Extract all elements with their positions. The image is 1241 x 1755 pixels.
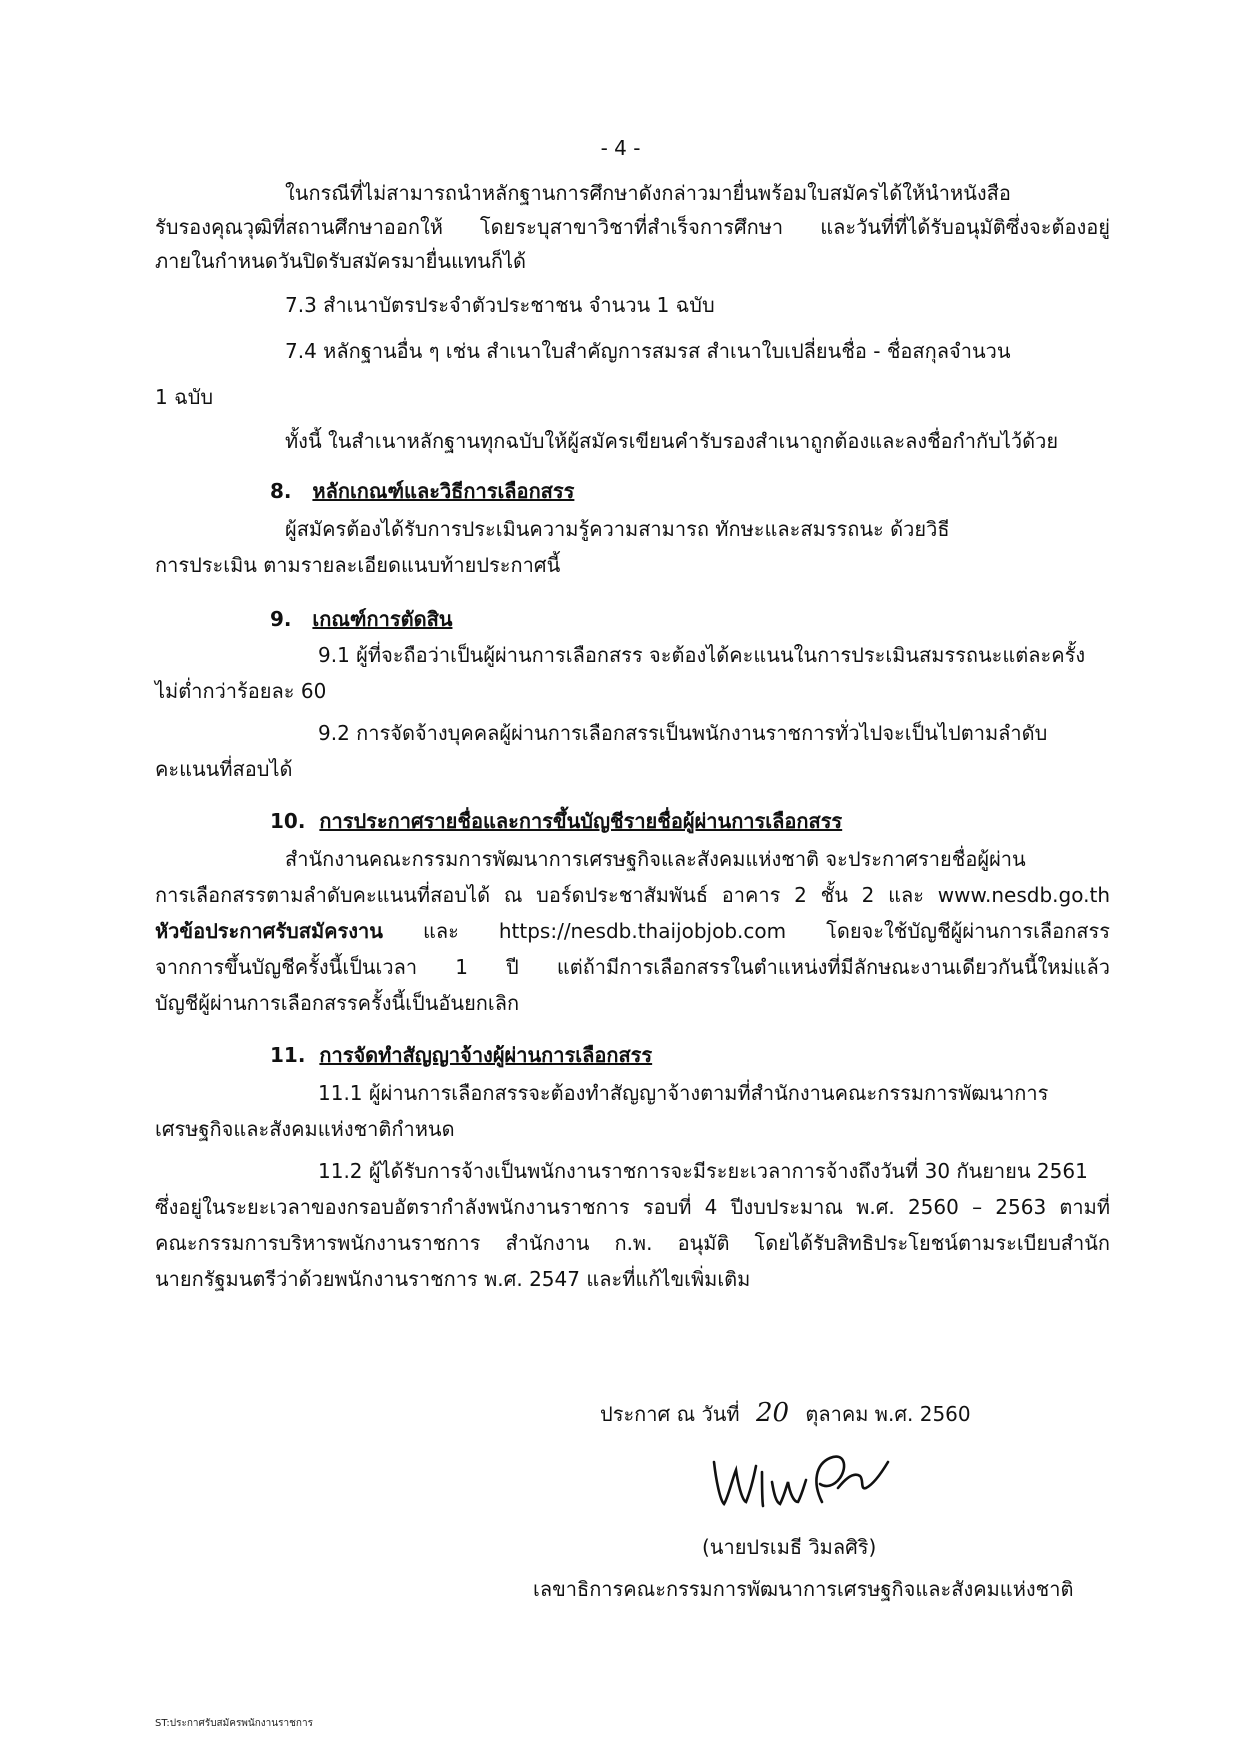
section-11-number: 11. bbox=[270, 1043, 306, 1067]
evidence-para-line-2: รับรองคุณวุฒิที่สถานศึกษาออกให้ โดยระบุสาขาวิชาที่สำเร็จการศึกษา และวันที่ที่ได้รับอนุมัติซึ่งจะต้องอยู่ bbox=[155, 215, 1110, 239]
section-10-line-4: จากการขึ้นบัญชีครั้งนี้เป็นเวลา 1 ปี แต่ถ้ามีการเลือกสรรในตำแหน่งที่มีลักษณะงานเดียวกันนี้ใหม่แล้ว bbox=[155, 955, 1110, 979]
section-9-title: เกณฑ์การตัดสิน bbox=[312, 607, 453, 631]
section-10-bold-text: หัวข้อประกาศรับสมัครงาน bbox=[155, 919, 383, 943]
signature-image bbox=[700, 1442, 900, 1514]
item-7-4-line-2: 1 ฉบับ bbox=[155, 385, 214, 409]
item-11-1-line-2: เศรษฐกิจและสังคมแห่งชาติกำหนด bbox=[155, 1117, 455, 1141]
evidence-para-line-1: ในกรณีที่ไม่สามารถนำหลักฐานการศึกษาดังกล่าวมายื่นพร้อมใบสมัครได้ให้นำหนังสือ bbox=[285, 181, 1011, 205]
item-7-4-line-1: 7.4 หลักฐานอื่น ๆ เช่น สำเนาใบสำคัญการสมรส สำเนาใบเปลี่ยนชื่อ - ชื่อสกุลจำนวน bbox=[285, 339, 1011, 363]
section-8-heading bbox=[270, 476, 574, 506]
section-10-heading bbox=[270, 806, 842, 836]
announce-suffix: ตุลาคม พ.ศ. 2560 bbox=[805, 1402, 971, 1426]
section-8-line-2: การประเมิน ตามรายละเอียดแนบท้ายประกาศนี้ bbox=[155, 553, 561, 577]
item-9-1-line-2: ไม่ต่ำกว่าร้อยละ 60 bbox=[155, 679, 327, 703]
item-7-3: 7.3 สำเนาบัตรประจำตัวประชาชน จำนวน 1 ฉบับ bbox=[285, 293, 715, 317]
section-11-title: การจัดทำสัญญาจ้างผู้ผ่านการเลือกสรร bbox=[319, 1043, 653, 1067]
announce-day: 20 bbox=[755, 1398, 790, 1428]
section-10-line-2: การเลือกสรรตามลำดับคะแนนที่สอบได้ ณ บอร์ดประชาสัมพันธ์ อาคาร 2 ชั้น 2 และ www.nesdb.go.th bbox=[155, 883, 1110, 907]
section-10-line-1: สำนักงานคณะกรรมการพัฒนาการเศรษฐกิจและสังคมแห่งชาติ จะประกาศรายชื่อผู้ผ่าน bbox=[285, 847, 1026, 871]
evidence-para-line-3: ภายในกำหนดวันปิดรับสมัครมายื่นแทนก็ได้ bbox=[155, 249, 526, 273]
section-10-line-3-rest: และ https://nesdb.thaijobjob.com โดยจะใช้บัญชีผู้ผ่านการเลือกสรร bbox=[382, 919, 1110, 943]
item-9-2-line-2: คะแนนที่สอบได้ bbox=[155, 757, 293, 781]
section-8-number: 8. bbox=[270, 479, 292, 503]
page-number: - 4 - bbox=[600, 136, 641, 160]
certify-note: ทั้งนี้ ในสำเนาหลักฐานทุกฉบับให้ผู้สมัครเขียนคำรับรองสำเนาถูกต้องและลงชื่อกำกับไว้ด้วย bbox=[285, 429, 1059, 453]
section-8-line-1: ผู้สมัครต้องได้รับการประเมินความรู้ความสามารถ ทักษะและสมรรถนะ ด้วยวิธี bbox=[285, 517, 950, 541]
announce-date bbox=[600, 1398, 971, 1429]
section-10-number: 10. bbox=[270, 809, 306, 833]
announce-prefix: ประกาศ ณ วันที่ bbox=[600, 1402, 740, 1426]
footer-file-label: ST:ประกาศรับสมัครพนักงานราชการ bbox=[155, 1718, 313, 1729]
section-8-title: หลักเกณฑ์และวิธีการเลือกสรร bbox=[312, 479, 575, 503]
item-9-2-line-1: 9.2 การจัดจ้างบุคคลผู้ผ่านการเลือกสรรเป็นพนักงานราชการทั่วไปจะเป็นไปตามลำดับ bbox=[318, 721, 1048, 745]
section-9-number: 9. bbox=[270, 607, 292, 631]
section-10-title: การประกาศรายชื่อและการขึ้นบัญชีรายชื่อผู้ผ่านการเลือกสรร bbox=[319, 809, 843, 833]
section-11-heading bbox=[270, 1040, 652, 1070]
item-11-2-line-4: นายกรัฐมนตรีว่าด้วยพนักงานราชการ พ.ศ. 2547 และที่แก้ไขเพิ่มเติม bbox=[155, 1267, 751, 1291]
item-11-1-line-1: 11.1 ผู้ผ่านการเลือกสรรจะต้องทำสัญญาจ้างตามที่สำนักงานคณะกรรมการพัฒนาการ bbox=[318, 1081, 1049, 1105]
section-10-line-5: บัญชีผู้ผ่านการเลือกสรรครั้งนี้เป็นอันยกเลิก bbox=[155, 991, 520, 1015]
item-11-2-line-3: คณะกรรมการบริหารพนักงานราชการ สำนักงาน ก.พ. อนุมัติ โดยได้รับสิทธิประโยชน์ตามระเบียบสำนัก bbox=[155, 1231, 1110, 1255]
item-11-2-line-2: ซึ่งอยู่ในระยะเวลาของกรอบอัตรากำลังพนักงานราชการ รอบที่ 4 ปีงบประมาณ พ.ศ. 2560 – 2563 ตามที่ bbox=[155, 1195, 1110, 1219]
section-10-line-3 bbox=[155, 916, 1110, 946]
section-9-heading bbox=[270, 604, 452, 634]
item-11-2-line-1: 11.2 ผู้ได้รับการจ้างเป็นพนักงานราชการจะมีระยะเวลาการจ้างถึงวันที่ 30 กันยายน 2561 bbox=[318, 1159, 1088, 1183]
item-9-1-line-1: 9.1 ผู้ที่จะถือว่าเป็นผู้ผ่านการเลือกสรร จะต้องได้คะแนนในการประเมินสมรรถนะแต่ละครั้ง bbox=[318, 643, 1086, 667]
signer-title: เลขาธิการคณะกรรมการพัฒนาการเศรษฐกิจและสังคมแห่งชาติ bbox=[533, 1577, 1074, 1601]
signer-name: (นายปรเมธี วิมลศิริ) bbox=[702, 1535, 877, 1559]
